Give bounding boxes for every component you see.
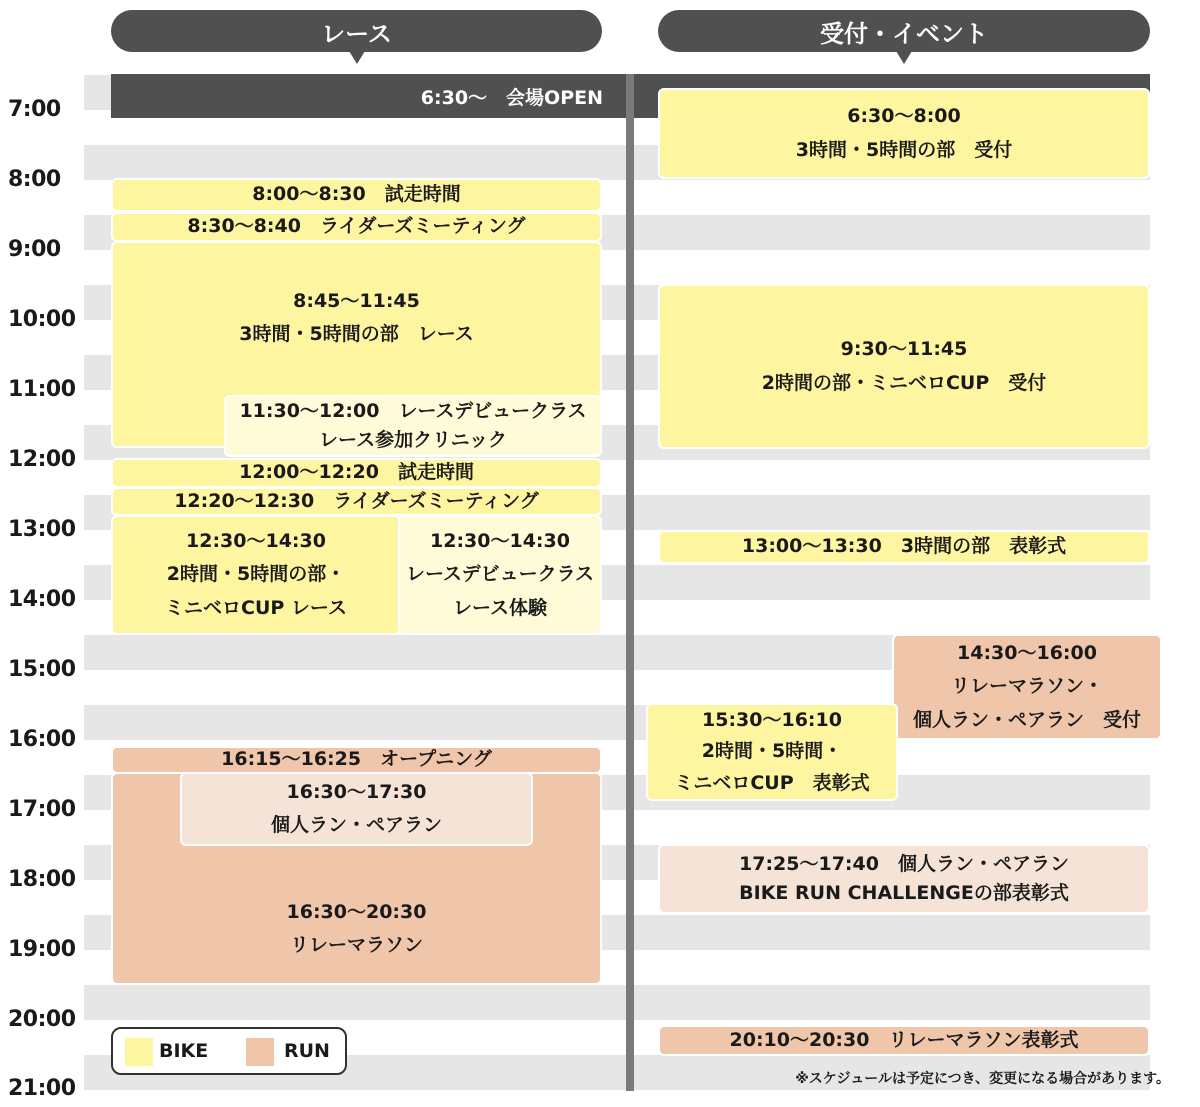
reception-event bbox=[658, 844, 1150, 914]
event-label: 試走時間 bbox=[384, 183, 461, 206]
legend-swatch-bike bbox=[125, 1038, 153, 1066]
footnote: ※スケジュールは予定につき、変更になる場合があります。 bbox=[795, 1071, 1170, 1087]
race-event bbox=[180, 772, 533, 846]
event-label: リレーマラソン・ bbox=[950, 675, 1103, 698]
event-label: 2時間・5時間の部・ bbox=[166, 563, 346, 586]
race-event bbox=[224, 395, 602, 457]
legend bbox=[111, 1027, 347, 1075]
time-label: 21:00 bbox=[8, 1076, 76, 1101]
event-label: ライダーズミーティング bbox=[333, 489, 539, 512]
column-divider bbox=[626, 74, 634, 1091]
event-label: 3時間・5時間の部 レース bbox=[239, 323, 474, 346]
race-event bbox=[111, 458, 602, 488]
race-header-label: レース bbox=[321, 19, 392, 48]
row-band bbox=[84, 985, 1150, 1020]
reception-header-pointer bbox=[896, 51, 912, 64]
event-label-line2: BIKE RUN CHALLENGEの部表彰式 bbox=[739, 882, 1069, 904]
event-label: 個人ラン・ペアラン bbox=[897, 852, 1069, 875]
event-time: 14:30〜16:00 bbox=[957, 642, 1097, 665]
event-label: リレーマラソン表彰式 bbox=[888, 1028, 1079, 1051]
event-label: オープニング bbox=[380, 748, 492, 771]
event-time: 6:30〜8:00 bbox=[847, 105, 961, 128]
reception-event bbox=[892, 634, 1162, 740]
event-time: 9:30〜11:45 bbox=[840, 338, 968, 361]
event-time: 12:00〜12:20 bbox=[239, 461, 379, 484]
reception-event bbox=[658, 284, 1150, 449]
race-event bbox=[111, 212, 602, 242]
event-label-line2: レース体験 bbox=[452, 596, 548, 619]
reception-header-label: 受付・イベント bbox=[820, 19, 988, 48]
time-label: 8:00 bbox=[8, 167, 61, 192]
event-label: リレーマラソン bbox=[289, 934, 423, 957]
legend-label-bike: BIKE bbox=[159, 1040, 209, 1062]
event-time: 13:00〜13:30 bbox=[741, 535, 882, 558]
time-label: 10:00 bbox=[8, 307, 76, 332]
time-label: 7:00 bbox=[8, 97, 61, 122]
event-label-line2: レース参加クリニック bbox=[319, 429, 507, 451]
event-time: 20:10〜20:30 bbox=[729, 1028, 870, 1051]
event-label: 2時間の部・ミニベロCUP 受付 bbox=[761, 371, 1047, 394]
event-label-line2: 個人ラン・ペアラン 受付 bbox=[912, 708, 1141, 731]
event-label: 個人ラン・ペアラン bbox=[270, 814, 442, 836]
reception-event bbox=[658, 530, 1150, 564]
event-time: 15:30〜16:10 bbox=[702, 708, 842, 731]
time-label: 15:00 bbox=[8, 657, 76, 682]
event-time: 12:30〜14:30 bbox=[430, 530, 570, 553]
race-column-header bbox=[111, 10, 602, 52]
race-event bbox=[111, 515, 401, 635]
event-time: 16:30〜17:30 bbox=[286, 780, 427, 803]
race-header-pointer bbox=[349, 51, 365, 64]
event-label: レースデビュークラス bbox=[398, 399, 587, 422]
event-label-line2: ミニベロCUP 表彰式 bbox=[674, 771, 870, 794]
event-time: 8:45〜11:45 bbox=[293, 290, 420, 312]
race-event bbox=[111, 178, 602, 212]
race-event bbox=[398, 515, 602, 635]
event-time: 17:25〜17:40 bbox=[739, 852, 879, 875]
event-label: 試走時間 bbox=[397, 461, 474, 484]
event-label: ライダーズミーティング bbox=[319, 215, 526, 238]
legend-swatch-run bbox=[246, 1038, 274, 1066]
time-label: 19:00 bbox=[8, 937, 76, 962]
time-label: 9:00 bbox=[8, 237, 61, 262]
time-label: 13:00 bbox=[8, 517, 76, 542]
venue-open-label: 6:30〜 会場OPEN bbox=[420, 86, 603, 109]
event-label-line2: ミニベロCUP レース bbox=[165, 596, 347, 619]
time-label: 17:00 bbox=[8, 797, 76, 822]
legend-label-run: RUN bbox=[284, 1040, 330, 1062]
event-time: 12:20〜12:30 bbox=[174, 489, 315, 512]
event-time: 16:30〜20:30 bbox=[286, 901, 427, 923]
event-time: 8:00〜8:30 bbox=[252, 183, 366, 206]
event-time: 12:30〜14:30 bbox=[186, 530, 326, 553]
event-label: 3時間の部 表彰式 bbox=[900, 535, 1067, 558]
event-time: 16:15〜16:25 bbox=[221, 748, 362, 771]
reception-column-header bbox=[658, 10, 1150, 52]
reception-event bbox=[658, 1025, 1150, 1056]
time-label: 18:00 bbox=[8, 867, 76, 892]
event-label: 3時間・5時間の部 受付 bbox=[795, 138, 1013, 161]
event-time: 8:30〜8:40 bbox=[187, 215, 301, 238]
time-label: 20:00 bbox=[8, 1007, 76, 1032]
race-event bbox=[111, 746, 602, 774]
time-label: 12:00 bbox=[8, 447, 76, 472]
event-label: 2時間・5時間・ bbox=[701, 740, 843, 763]
reception-event bbox=[646, 703, 898, 801]
event-time: 11:30〜12:00 bbox=[239, 399, 380, 422]
time-label: 16:00 bbox=[8, 727, 76, 752]
time-label: 11:00 bbox=[8, 377, 76, 402]
reception-event bbox=[658, 88, 1150, 179]
event-label: レースデビュークラス bbox=[405, 563, 595, 586]
race-event bbox=[111, 487, 602, 516]
time-label: 14:00 bbox=[8, 587, 76, 612]
